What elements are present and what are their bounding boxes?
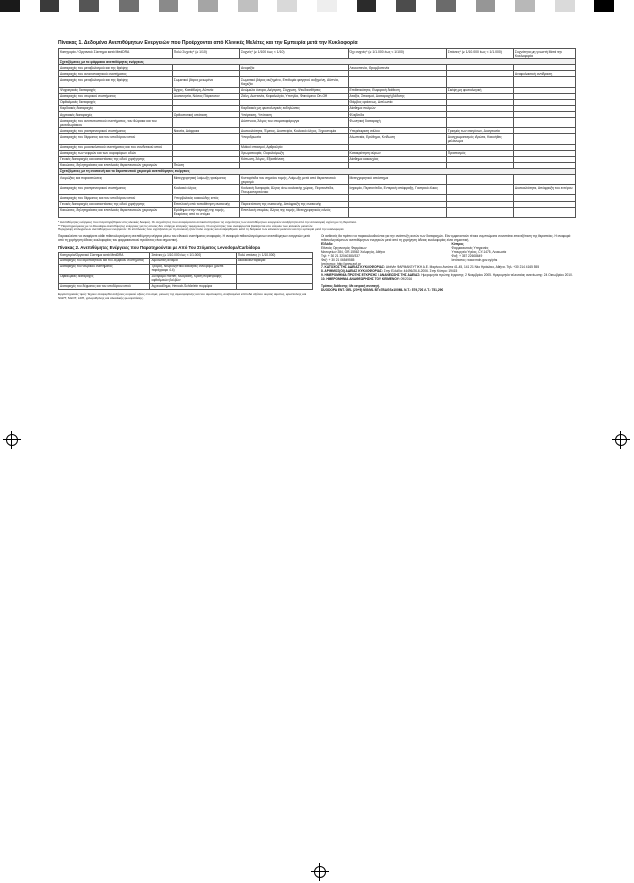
table-row [59, 284, 313, 290]
table1-title: Πίνακας 1. Δεδομένα Ανεπιθύμητων Ενεργειών που Προέρχονται από Κλινικές Μελέτες και την Εμπειρία μετά την Κυκλοφορία [58, 40, 358, 46]
table-cell: Σωματικό βάρος μειωμένο [172, 77, 239, 87]
contact-greece [321, 243, 446, 266]
table-cell: Θάμβος οράσεως, Διπλωπία [348, 99, 446, 105]
table1-header-cell: Πολύ Συχνές* (≥ 1/10) [172, 49, 239, 59]
footnote: Περιγραφή επιλεγμένων ανεπιθύμητων ενεργειών: Οι επιπλοκές που σχετίζονται με τη συσκευή ήταν πολύ συχνές και αναφέρθηκαν κατά τη διάρκεια των κλινικών μελετών και την εμπειρία μετά την κυκλοφορία. [58, 227, 345, 232]
table1-header-row [59, 49, 576, 59]
table-cell: Αίσθημα κακουχίας [348, 156, 446, 162]
table-row [59, 274, 313, 284]
table-cell: Σωματικό βάρος αυξημένο, Επιθυμία φαγητού αυξημένη, Αϋπνία, Καχεξία [239, 77, 348, 87]
contact-line: Ιστότοπος: http://www.eof.gr [321, 261, 361, 266]
table-cell: Κόπωση, Άλγος, Εξασθένιση [239, 156, 348, 162]
color-swatch [535, 0, 555, 12]
table-cell [446, 77, 513, 87]
table-cell [446, 118, 513, 128]
contact-line: Ιστότοπος: www.moh.gov.cy/phs [451, 257, 498, 262]
table-cell: Αγγειακές διαταραχές [59, 112, 173, 118]
color-swatch [376, 0, 396, 12]
table-cell: Διαταραχές του αιμοποιητικού και του λεμφικού συστήματος [59, 258, 150, 264]
table-cell: Δυσκινησία, Νόσος Πάρκινσον [172, 93, 239, 99]
table-cell: Χρωματουρία, Ουρολοίμωξη [239, 150, 348, 156]
registration-mark-left [6, 434, 18, 446]
table-cell: Υπεριδρωσία [239, 134, 348, 144]
color-swatch [614, 0, 634, 12]
footer-line-2: DUODOPA ENT. GEL (20+5) MG/ML BTx7BAGSx100ML N.T.: 579,72€ Λ.Τ.: 751,29€ [321, 287, 444, 292]
contact-cyprus-title: Κύπρος [451, 242, 464, 247]
table-cell: Αταξία, Σπασμοί, Διαταραχή βάδισης [348, 93, 446, 99]
color-swatch [277, 0, 297, 12]
contact-line: Τηλ: + 30 21 32040380/337 [321, 253, 360, 258]
table-cell [348, 77, 446, 87]
table-cell: Αίσθημα παλμών [348, 105, 446, 111]
table-cell: Καρδιακές διαταραχές [59, 105, 173, 111]
contact-line: Φαξ: + 30 21 06549585 [321, 257, 355, 262]
color-swatch [357, 0, 377, 12]
table1-section-label: Σχετιζόμενες με το φάρμακο ανεπιθύμητες ενέργειες [59, 59, 576, 65]
table-cell: Ανώμαλα όνειρα, Διέγερση, Σύγχυση, Ψευδαισθήσεις [239, 87, 348, 93]
color-swatch [20, 0, 40, 12]
table2-title: Πίνακας 2. Ανεπιθύμητες Ενέργειες που Παρατηρούνται με Από Του Στόματος Levodopa/Carbidopa [58, 245, 261, 251]
document-sections [321, 266, 576, 282]
section-heading: 8. ΑΡΙΘΜΟΣ(ΟΙ) ΑΔΕΙΑΣ ΚΥΚΛΟΦΟΡΙΑΣ: [321, 269, 383, 274]
color-swatch [79, 0, 99, 12]
print-color-bar [0, 0, 634, 12]
table-cell: Πριαπισμός [446, 150, 513, 156]
table-cell: Διαταραχές των νεφρών και των ουροφόρων οδών [59, 150, 173, 156]
table-cell: Κακώσεις, δηλητηριάσεις και επιπλοκές θεραπευτικών χειρισμών [59, 162, 173, 168]
table-cell: Κατακράτηση ούρων [348, 150, 446, 156]
color-swatch [178, 0, 198, 12]
table-cell: Διαταραχές του νευρικού συστήματος [59, 264, 150, 274]
color-swatch [416, 0, 436, 12]
table-cell: Φλεβίτιδα [348, 112, 446, 118]
table-cell [348, 207, 446, 217]
table-cell [513, 134, 575, 144]
table-cell: Διαταραχές του μεταβολισμού και της θρέψης [59, 77, 173, 87]
table-cell: Διαταραχές του αναπνευστικού συστήματος, του θώρακα και του μεσοθωράκιου [59, 118, 173, 128]
contact-line: Φαρμακευτικές Υπηρεσίες [451, 245, 489, 250]
table-cell: Φωνητική διαταραχή [348, 118, 446, 128]
table-cell: Κακώσεις, δηλητηριάσεις και επιπλοκές θεραπευτικών χειρισμών [59, 207, 173, 217]
table-cell: Λευκοπενία, Θρομβοπενία [348, 65, 446, 71]
section-text: Ημερομηνία πρώτης έγκρισης: 2 Νοεμβρίου 2005. Ημερομηνία τελευταίας ανανέωσης: 24 Οκτωβρίου 2010. [421, 273, 573, 278]
table-cell [446, 175, 513, 185]
table-cell [236, 274, 312, 284]
table-cell: Υπέρταση, Υπόταση [239, 112, 348, 118]
color-swatch [198, 0, 218, 12]
footer-line-1: Τρόπος διάθεσης: Με ιατρική συνταγή. [321, 284, 380, 289]
table-cell: Γενικές διαταραχές και καταστάσεις της οδού χορήγησης [59, 201, 173, 207]
color-swatch [317, 0, 337, 12]
color-swatch [99, 0, 119, 12]
table-cell: Διαταραχές του νευρικού συστήματος [59, 93, 173, 99]
table1-header-cell: Συχνές* (≥ 1/100 έως < 1/10) [239, 49, 348, 59]
table-cell: Δυσκοιλιότητα, Απόφραξη του εντέρου [513, 185, 575, 195]
table-cell: Διαταραχές του δέρματος και του υποδόριου ιστού [59, 284, 150, 290]
table-cell: Κυτταρίτιδα του σημείου τομής, Λοίμωξη μετά από θεραπευτικό χειρισμό [239, 175, 348, 185]
table-cell: Αναφυλακτική αντίδραση [513, 71, 575, 77]
table-cell: Παρεκτόπιση της συσκευής, Απόφραξη της συσκευής [239, 201, 348, 207]
table2-header-cell: Πολύ σπάνιες (< 1/10.000) [236, 253, 312, 259]
section-text: 09/2016 [400, 277, 413, 282]
table-cell: Υπερέκκριση σιέλου [348, 128, 446, 134]
table2-notes: Εργαστηριακές τιμές: Έχουν αναφερθεί αυξήσεις ουρικού οξέος στο αίμα, μείωση της αιμοσφαιρίνης και του αιματοκρίτη, ανεβασμένα επίπεδα αζώτου ουρίας αίματος, κρεατινίνης και SGPT, SGOT, LDH, χολερυθρίνης και αλκαλικής φωσφατάσης. [58, 292, 307, 301]
table-cell [513, 118, 575, 128]
table-cell: Ακοκκιοκυτταραιμία [236, 258, 312, 264]
color-swatch [139, 0, 159, 12]
table-cell: Ορθοστατική υπόταση [172, 112, 239, 118]
table-row [59, 185, 576, 195]
table-cell: Ανορεξία [239, 65, 348, 71]
table-cell: Λοιμώξεις και παρασιτώσεις [59, 175, 173, 185]
color-swatch [297, 0, 317, 12]
table-cell: Δυσκοιλιότητα, Έμετος, Δυσπεψία, Κοιλιακό άλγος, Ξηροστομία [239, 128, 348, 134]
table-row [59, 77, 576, 87]
table1-header-cell: Συχνότητα μη γνωστή Μετά την Κυκλοφορία [513, 49, 575, 59]
color-swatch [159, 0, 179, 12]
table-cell: Διαταραχές του δέρματος και του υποδόριου ιστού [59, 134, 173, 144]
footnote: * Ανεπιθύμητες ενέργειες που παρατηρήθηκαν στις κλινικές δοκιμές. Οι συχνότητες που αναφέρονται αντικατοπτρίζουν τις συχνότητες των ανεπιθύμητων ενεργειών ανεξάρτητα από την αιτιολογική σχέση με τη θεραπεία. [58, 219, 357, 224]
contact-line: Υπουργείο Υγείας, CY-1475, Λευκωσία [451, 249, 507, 254]
table-cell [513, 77, 575, 87]
section-heading: 9. ΗΜΕΡΟΜΗΝΙΑ ΠΡΩΤΗΣ ΕΓΚΡΙΣΗΣ / ΑΝΑΝΕΩΣΗΣ ΤΗΣ ΑΔΕΙΑΣ: [321, 273, 421, 278]
color-swatch [59, 0, 79, 12]
table-cell: Διαταραχές του ανοσοποιητικού συστήματος [59, 71, 173, 77]
oral-levodopa-table [58, 252, 313, 290]
table-cell: Μετεγχειρητική λοίμωξη τραύματος [172, 175, 239, 185]
table-cell: Αγγειοοίδημα, Henoch-Schönlein πορφύρα [150, 284, 236, 290]
contact-cyprus [452, 243, 577, 266]
adverse-reactions-table [58, 48, 576, 218]
table-cell: Επιθετικότητα, Ευφορική διάθεση [348, 87, 446, 93]
color-swatch [218, 0, 238, 12]
table-cell: Οφθαλμικές διαταραχές [59, 99, 173, 105]
table-row [59, 118, 576, 128]
table-cell [236, 264, 312, 274]
table-cell: Τρόμος, Νευροληπτικό κακόηθες σύνδρομο (βλέπε παράγραφο 4.4) [150, 264, 236, 274]
table-cell: Καρδιακές μη φυσιολογικές εκδηλώσεις [239, 105, 348, 111]
footnote: ** Παρατηρούμενες με το Duodopa ανεπιθύμητες ενέργειες για τις οποίες δεν υπάρχει επαρκής τεκμηρίωση. Οι συχνότητες που αναφέρονται βασίζονται στο σύνολο των κλινικών μελετών. [58, 223, 314, 228]
table-cell: Επιπλοκή στομίου, Άλγος της τομής, Μετεγχειρητικός ειλεός [239, 207, 348, 217]
table-row [59, 264, 313, 274]
table-cell: Επιπλοκή από τοποθέτηση συσκευής [172, 201, 239, 207]
color-swatch [0, 0, 20, 12]
table-cell: Ισχαιμία, Περιτονίτιδα, Εντερική απόφραξη, Γαστρικό έλκος [348, 185, 446, 195]
table2-header-cell: Σπάνιες (≥ 1/10.000 έως < 1/1.000) [150, 253, 236, 259]
table-cell: Δύσπνοια, Άλγος του στοματοφάρυγγα [239, 118, 348, 128]
table-cell: Πτώση [172, 162, 239, 168]
table-cell: Ναυτία, Διάρροια [172, 128, 239, 134]
table1-section-label: Σχετιζόμενες με τη συσκευή και το θεραπευτικό χειρισμό ανεπιθύμητες ενέργειες [59, 168, 576, 174]
color-swatch [436, 0, 456, 12]
document-page [58, 40, 576, 872]
footer-block [321, 285, 576, 293]
table-cell [513, 207, 575, 217]
table-cell: Σκέψη μη φυσιολογική [446, 87, 513, 93]
table-cell: Κοιλιακή δυσφορία, Άλγος άνω κοιλιακής χώρας, Περιτονίτιδα, Πνευμοπεριτόναιο [239, 185, 348, 195]
contact-greece-title: Ελλάδα [321, 242, 333, 247]
table-cell: Μετεγχειρητικό απόστημα [348, 175, 446, 185]
table-cell: Διαταραχές του γαστρεντερικού συστήματος [59, 185, 173, 195]
table-cell: Ψυχιατρικές διαταραχές [59, 87, 173, 93]
table-cell: Ζάλη, Δυστονία, Κεφαλαλγία, Υπνηλία, Φαινόμενο On-Off [239, 93, 348, 99]
contacts-block [321, 243, 576, 266]
table1-header-cell: Κατηγορία / Οργανικό Σύστημα κατά MedDRA [59, 49, 173, 59]
table-cell [172, 134, 239, 144]
table-cell: Γενικές διαταραχές και καταστάσεις της οδού χορήγησης [59, 156, 173, 162]
section-heading: 10. ΗΜΕΡΟΜΗΝΙΑ ΑΝΑΘΕΩΡΗΣΗΣ ΤΟΥ ΚΕΙΜΕΝΟΥ: [321, 277, 400, 282]
color-swatch [238, 0, 258, 12]
contact-line: Φαξ: + 357 22608649 [451, 253, 483, 258]
color-swatch [476, 0, 496, 12]
table-cell [446, 207, 513, 217]
color-swatch [575, 0, 595, 12]
contact-line: Εθνικός Οργανισμός Φαρμάκων [321, 245, 367, 250]
table-cell: Διαταραχές του μεταβολισμού και της θρέψης [59, 65, 173, 71]
table-cell [513, 175, 575, 185]
two-column-section [58, 235, 576, 301]
table-cell: Αιμολυτική αναιμία [150, 258, 236, 264]
color-swatch [396, 0, 416, 12]
table-cell [236, 284, 312, 290]
right-paragraph: Οι ασθενείς θα πρέπει να παρακολουθούνται για την ανάπτυξη αυτών των διαταραχών. Εάν εμφανιστούν τέτοια συμπτώματα συνιστάται επανεξέταση της θεραπείας. Η αναφορά πιθανολογούμενων ανεπιθύμητων ενεργειών μετά από τη χορήγηση άδειας κυκλοφορίας είναι σημαντική. [321, 234, 571, 243]
table-cell [446, 185, 513, 195]
table-cell: Διαταραχές του δέρματος και του υποδόριου ιστού [59, 195, 173, 201]
color-swatch [594, 0, 614, 12]
table-cell [172, 118, 239, 128]
right-column [321, 235, 576, 301]
color-swatch [456, 0, 476, 12]
table-cell: Υπερβολικός κοκκιώδης ιστός [172, 195, 239, 201]
table-row [59, 207, 576, 217]
table-cell: Διαταραχές του γαστρεντερικού συστήματος [59, 128, 173, 134]
color-swatch [258, 0, 278, 12]
section-text: AbbVie ΦΑΡΜΑΚΕΥΤΙΚΗ Α.Ε. Μαρίνου Αντύπα 41-45, 141 21 Νέο Ηράκλειο, Αθήνα. Τηλ: +30 214 4165 555 [385, 265, 540, 270]
color-swatch [337, 0, 357, 12]
table-cell: Αλωπεκία, Ερύθημα, Κνίδωση [348, 134, 446, 144]
table2-header-cell: Κατηγορία/Οργανικό Σύστημα κατά MedDRA [59, 253, 150, 259]
table-cell: Μυϊκοί σπασμοί, Αρθραλγία [239, 144, 348, 150]
table-cell: Άγχος, Κατάθλιψη, Αϋπνία [172, 87, 239, 93]
table-row [59, 175, 576, 185]
table-cell: Τρισμός των σιαγόνων, Δυσγευσία [446, 128, 513, 134]
color-swatch [555, 0, 575, 12]
section-text: Στην Ελλάδα: 44496/26-6-2006. Στην Κύπρο: 19415 [383, 269, 458, 274]
color-swatch [515, 0, 535, 12]
table-cell: Οφθαλμικές διαταραχές [59, 274, 150, 284]
table-cell: Ερύθημα στην περιοχή της τομής, Εκκρίσεις από το στόμιο [172, 207, 239, 217]
table1-header-cell: Όχι συχνές* (≥ 1/1.000 έως < 1/100) [348, 49, 446, 59]
left-column [58, 235, 313, 301]
numbered-section [321, 278, 576, 282]
table1-footnotes [58, 221, 576, 232]
table-cell: Κοιλιακό άλγος [172, 185, 239, 195]
section-heading: 7. ΚΑΤΟΧΟΣ ΤΗΣ ΑΔΕΙΑΣ ΚΥΚΛΟΦΟΡΙΑΣ: [321, 265, 385, 270]
color-swatch [119, 0, 139, 12]
table-cell: Σύνδρομο Horner, Μυδρίαση, Κρίση περιστροφής οφθαλμικών βολβών [150, 274, 236, 284]
body-paragraph: Παρακαλείστε να αναφέρετε κάθε πιθανολογούμενη ανεπιθύμητη ενέργεια μέσω του εθνικού συστήματος αναφοράς. Η αναφορά πιθανολογούμενων ανεπιθύμητων ενεργειών μετά από τη χορήγηση άδειας κυκλοφορίας του φαρμακευτικού προϊόντος είναι σημαντική. [58, 234, 310, 243]
color-swatch [495, 0, 515, 12]
table1-header-cell: Σπάνιες* (≥ 1/10.000 έως < 1/1.000) [446, 49, 513, 59]
color-swatch [40, 0, 60, 12]
contact-line: Μεσογείων 284, GR-15562 Χολαργός, Αθήνα [321, 249, 385, 254]
table-cell: Δυσχρωματισμός ιδρώτα, Κακοήθες μελάνωμα [446, 134, 513, 144]
registration-mark-right [615, 434, 627, 446]
table-row [59, 134, 576, 144]
table-cell: Διαταραχές του μυοσκελετικού συστήματος και του συνδετικού ιστού [59, 144, 173, 150]
